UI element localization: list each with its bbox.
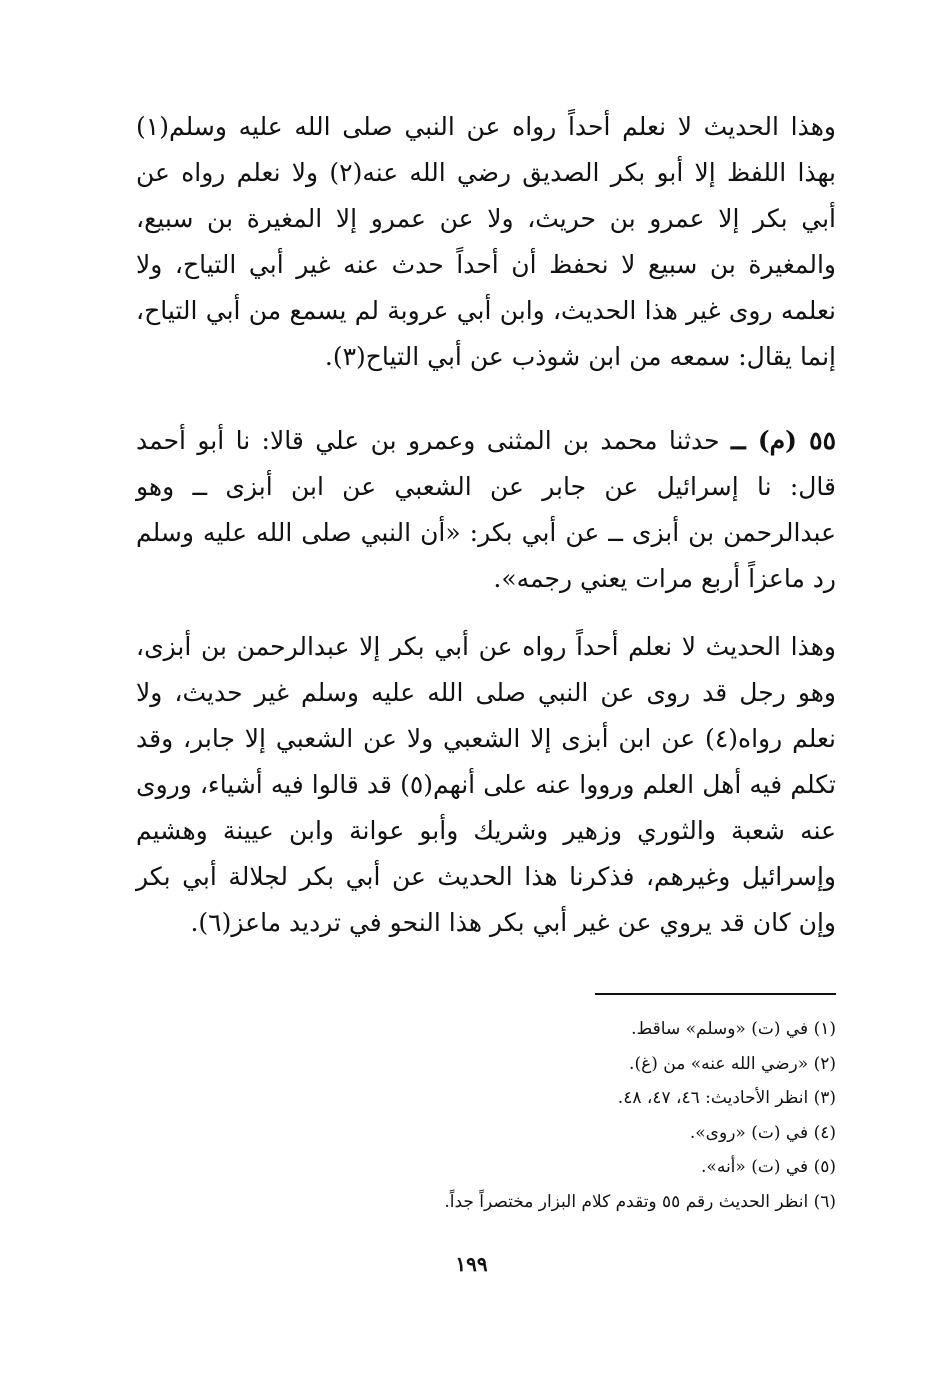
footnote-item: (٣) انظر الأحاديث: ٤٦، ٤٧، ٤٨. xyxy=(617,1088,836,1108)
hadith-number: ٥٥ (م) ــ xyxy=(731,426,836,455)
paragraph-commentary-1: وهذا الحديث لا نعلم أحداً رواه عن النبي صلى الله عليه وسلم(١) بهذا اللفظ إلا أبو بكر الصديق رضي الله عنه(٢) ولا نعلم رواه عن أبي بكر إلا عمرو بن حريث، ولا عن عمرو إلا المغيرة بن سبيع، والمغيرة بن سبيع لا نحفظ أن أحداً حدث عنه غير أبي التياح، ولا نعلمه روى غير هذا الحديث، وابن أبي عروبة لم يسمع من أبي التياح، إنما يقال: سمعه من ابن شوذب عن أبي التياح(٣). xyxy=(136,112,836,371)
footnote-divider xyxy=(595,993,836,995)
footnotes-list xyxy=(136,1012,836,1219)
hadith-text: حدثنا محمد بن المثنى وعمرو بن علي قالا: نا أبو أحمد قال: نا إسرائيل عن جابر عن الشعبي عن ابن أبزى ــ وهو عبدالرحمن بن أبزى ــ عن أبي بكر: «أن النبي صلى الله عليه وسلم رد ماعزاً أربع مرات يعني رجمه». xyxy=(136,426,836,593)
footnote-item: (١) في (ت) «وسلم» ساقط. xyxy=(631,1019,836,1039)
page-number: ١٩٩ xyxy=(455,1252,488,1276)
footnote-item: (٥) في (ت) «أنه». xyxy=(701,1157,836,1177)
footnote-item: (٢) «رضي الله عنه» من (غ). xyxy=(629,1053,836,1074)
paragraph-hadith-55 xyxy=(136,418,836,602)
footnote-item: (٤) في (ت) «روى». xyxy=(689,1122,836,1143)
paragraph-commentary-2: وهذا الحديث لا نعلم أحداً رواه عن أبي بكر إلا عبدالرحمن بن أبزى، وهو رجل قد روى عن النبي صلى الله عليه وسلم غير حديث، ولا نعلم رواه(٤) عن ابن أبزى إلا الشعبي ولا عن الشعبي إلا جابر، وقد تكلم فيه أهل العلم ورووا عنه على أنهم(٥) قد قالوا فيه أشياء، وروى عنه شعبة والثوري وزهير وشريك وأبو عوانة وابن عيينة وهشيم وإسرائيل وغيرهم، فذكرنا هذا الحديث عن أبي بكر لجلالة أبي بكر وإن كان قد يروي عن غير أبي بكر هذا النحو في ترديد ماعز(٦). xyxy=(136,632,837,937)
footnote-item: (٦) انظر الحديث رقم ٥٥ وتقدم كلام البزار مختصراً جداً. xyxy=(444,1191,836,1212)
